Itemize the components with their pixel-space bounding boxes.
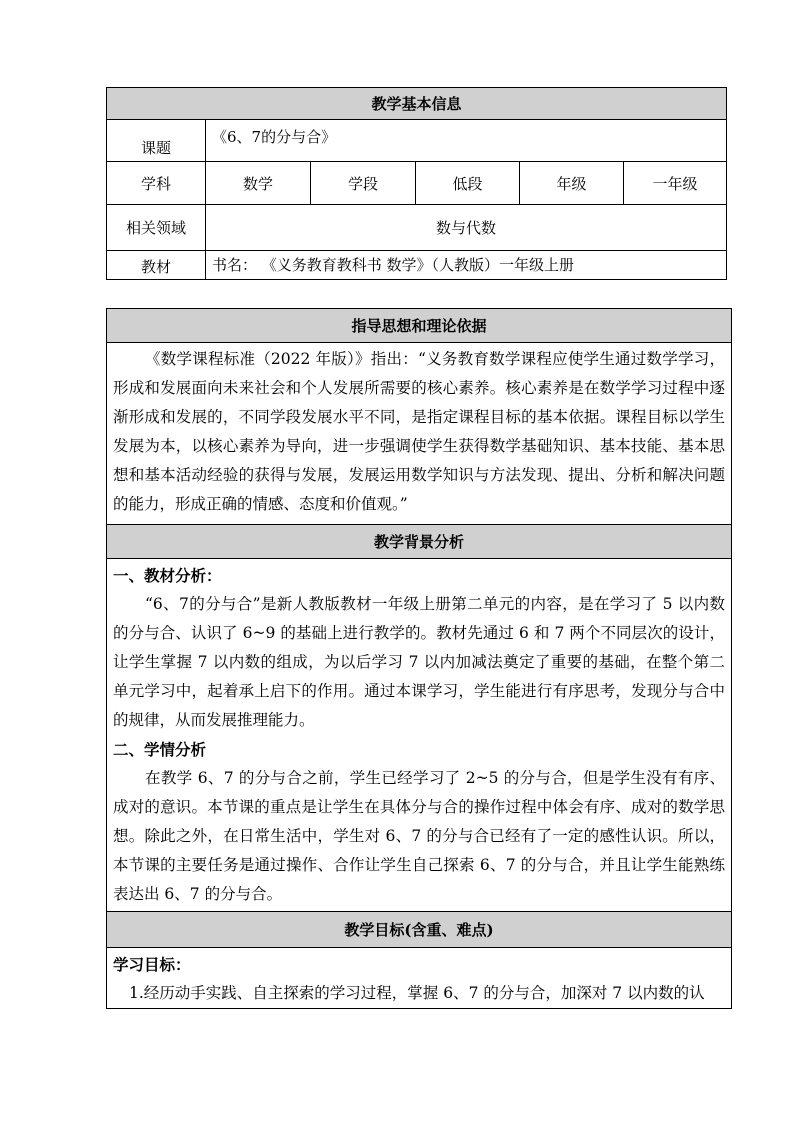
learning-objectives-heading: 学习目标： — [113, 955, 191, 974]
topic-value: 《6、7的分与合》 — [206, 120, 727, 162]
analysis-table — [106, 308, 732, 1009]
learner-analysis-heading: 二、学情分析 — [113, 740, 207, 759]
grade-label: 年级 — [520, 162, 624, 205]
topic-label: 课题 — [107, 120, 206, 162]
background-section — [107, 559, 732, 912]
guidance-section — [107, 343, 732, 525]
stage-value: 低段 — [416, 162, 520, 205]
basic-info-table — [106, 87, 727, 280]
stage-label: 学段 — [311, 162, 416, 205]
domain-label: 相关领域 — [107, 205, 206, 251]
subject-label: 学科 — [107, 162, 206, 205]
grade-value: 一年级 — [624, 162, 727, 205]
textbook-label: 教材 — [107, 251, 206, 280]
background-header: 教学背景分析 — [107, 525, 732, 559]
objectives-section — [107, 948, 732, 1009]
domain-value: 数与代数 — [206, 205, 727, 251]
guidance-paragraph: 《数学课程标准（2022 年版）》指出：“义务教育数学课程应使学生通过数学学习，形成和发展面向未来社会和个人发展所需要的核心素养。核心素养是在数学学习过程中逐渐形成和发展的，不同学段发展水平不同，是指定课程目标的基本依据。课程目标以学生发展为本，以核心素养为导向，进一步强调使学生获得数学基础知识、基本技能、基本思想和基本活动经验的获得与发展，发展运用数学知识与方法发现、提出、分析和解决问题的能力，形成正确的情感、态度和价值观。” — [113, 350, 725, 513]
textbook-value: 书名： 《义务教育教科书 数学》（人教版）一年级上册 — [206, 251, 727, 280]
textbook-analysis-paragraph: “6、7的分与合”是新人教版教材一年级上册第二单元的内容，是在学习了 5 以内数的分与合、认识了 6~9 的基础上进行教学的。教材先通过 6 和 7 两个不同层次的设计，让学生掌握 7 以内数的组成，为以后学习 7 以内加减法奠定了重要的基础，在整个第二单元学习中，起着承上启下的作用。通过本课学习，学生能进行有序思考，发现分与合中的规律，从而发展推理能力。 — [113, 595, 725, 729]
basic-info-header: 教学基本信息 — [107, 88, 727, 120]
learner-analysis-paragraph: 在教学 6、7 的分与合之前，学生已经学习了 2~5 的分与合，但是学生没有有序、成对的意识。本节课的重点是让学生在具体分与合的操作过程中体会有序、成对的数学思想。除此之外，在日常生活中，学生对 6、7 的分与合已经有了一定的感性认识。所以，本节课的主要任务是通过操作、合作让学生自己探索 6、7 的分与合，并且让学生能熟练表达出 6、7 的分与合。 — [113, 769, 725, 903]
objectives-header: 教学目标(含重、难点) — [107, 912, 732, 948]
textbook-analysis-heading: 一、教材分析： — [113, 566, 222, 585]
objective-item-1: 1.经历动手实践、自主探索的学习过程，掌握 6、7 的分与合，加深对 7 以内数的认 — [129, 984, 705, 1002]
subject-value: 数学 — [206, 162, 311, 205]
guidance-header: 指导思想和理论依据 — [107, 309, 732, 343]
